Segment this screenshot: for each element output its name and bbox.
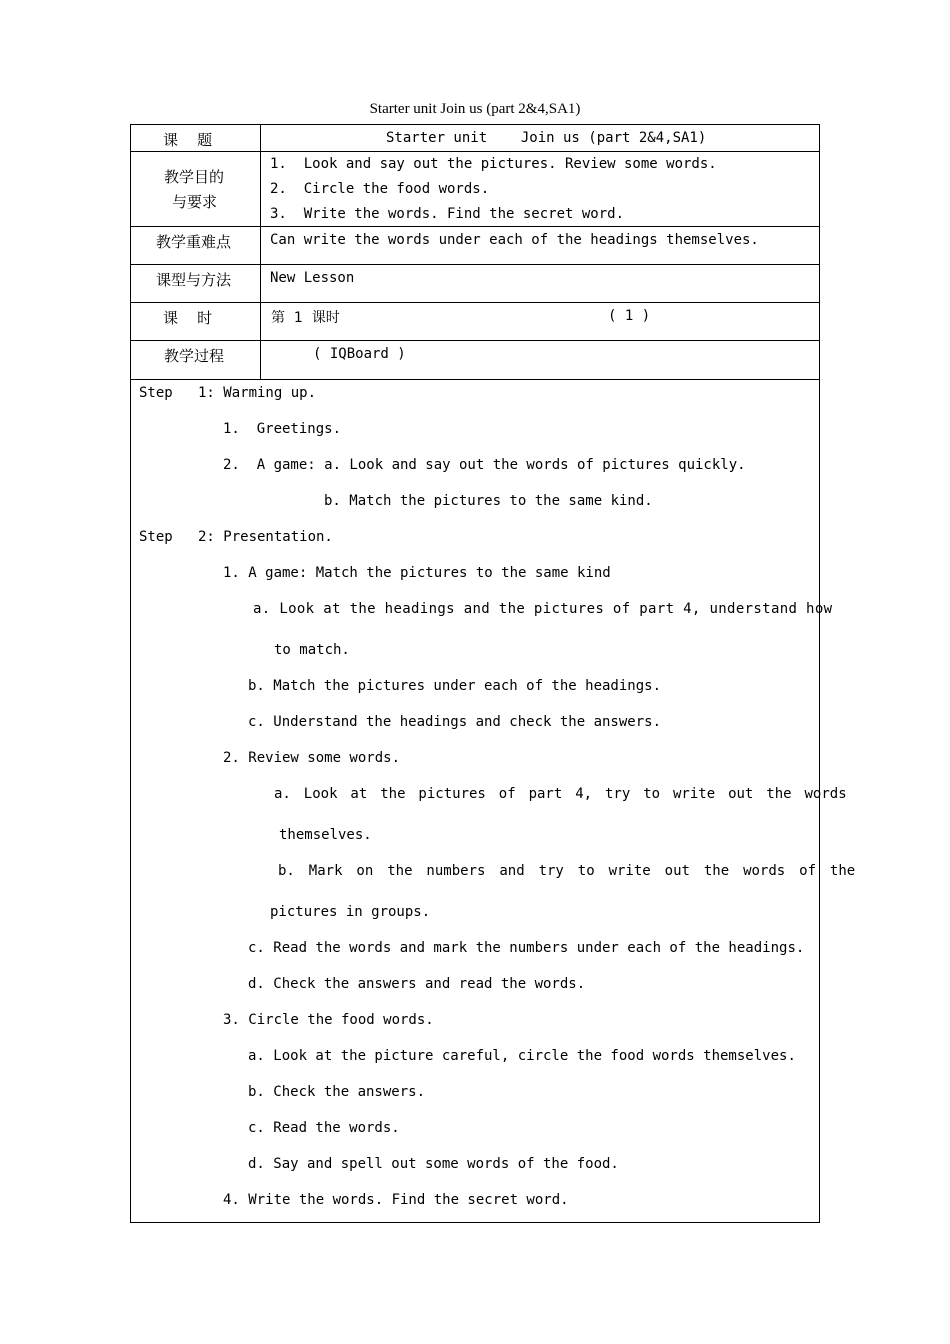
process-body <box>131 380 856 1222</box>
process-line: 2. Review some words. <box>223 750 401 766</box>
period-value: 第 1 课时 <box>271 310 340 326</box>
objectives-label-line1: 教学目的 <box>164 168 225 186</box>
process-line: to match. <box>274 642 350 658</box>
objective-item: 1. Look and say out the pictures. Review some words. <box>270 156 717 172</box>
process-line: b. Match the pictures to the same kind. <box>324 493 653 509</box>
lesson-plan-table <box>130 124 856 1223</box>
key-points-value: Can write the words under each of the headings themselves. <box>270 232 759 248</box>
process-line: 1. Greetings. <box>223 421 342 437</box>
objectives-value-cell <box>261 152 819 226</box>
period-label-cell <box>131 303 261 340</box>
lesson-type-value-cell <box>261 265 819 302</box>
process-label: 教学过程 <box>164 347 225 365</box>
process-line: b. Mark on the numbers and try to write out the words of the <box>278 863 856 879</box>
period-row <box>131 303 819 341</box>
process-line: b. Check the answers. <box>248 1084 426 1100</box>
lesson-type-label-cell <box>131 265 261 302</box>
process-line: 1. A game: Match the pictures to the same kind <box>223 565 611 581</box>
key-points-value-cell <box>261 227 819 264</box>
lesson-type-row <box>131 265 819 303</box>
objectives-label-line2: 与要求 <box>172 193 218 211</box>
topic-value: Starter unit Join us (part 2&4,SA1) <box>386 130 707 146</box>
process-line: c. Read the words. <box>248 1120 400 1136</box>
process-label-cell <box>131 341 261 379</box>
lesson-type-label: 课型与方法 <box>156 271 232 289</box>
process-line: pictures in groups. <box>270 904 431 920</box>
key-points-row <box>131 227 819 265</box>
process-line: a. Look at the headings and the pictures of part 4, understand how <box>253 601 833 617</box>
objective-item: 3. Write the words. Find the secret word. <box>270 206 625 222</box>
process-line: d. Check the answers and read the words. <box>248 976 586 992</box>
topic-label: 课 题 <box>163 131 213 149</box>
topic-row <box>131 125 819 152</box>
key-points-label: 教学重难点 <box>156 233 232 251</box>
period-value-cell <box>261 303 819 340</box>
process-line: a. Look at the pictures of part 4, try to write out the words <box>274 786 847 802</box>
process-row <box>131 341 819 380</box>
process-line: themselves. <box>279 827 372 843</box>
process-line: c. Read the words and mark the numbers under each of the headings. <box>248 940 805 956</box>
step-heading: Step 2: Presentation. <box>139 529 333 545</box>
process-line: c. Understand the headings and check the answers. <box>248 714 662 730</box>
objective-item: 2. Circle the food words. <box>270 181 490 197</box>
key-points-label-cell <box>131 227 261 264</box>
process-line: 3. Circle the food words. <box>223 1012 434 1028</box>
process-line: a. Look at the picture careful, circle the food words themselves. <box>248 1048 796 1064</box>
process-value-cell <box>261 341 819 379</box>
objectives-row <box>131 152 819 227</box>
period-label: 课 时 <box>163 309 213 327</box>
topic-label-cell <box>131 125 261 151</box>
period-count: ( 1 ) <box>608 308 651 324</box>
process-line: 4. Write the words. Find the secret word. <box>223 1192 569 1208</box>
step-heading: Step 1: Warming up. <box>139 385 317 401</box>
topic-value-cell <box>261 125 819 151</box>
process-line: b. Match the pictures under each of the headings. <box>248 678 662 694</box>
lesson-type-value: New Lesson <box>270 270 355 286</box>
process-line: d. Say and spell out some words of the food. <box>248 1156 619 1172</box>
document-title: Starter unit Join us (part 2&4,SA1) <box>369 101 581 117</box>
objectives-label-cell <box>131 152 261 226</box>
process-tool: ( IQBoard ) <box>313 346 406 362</box>
process-line: 2. A game: a. Look and say out the words of pictures quickly. <box>223 457 746 473</box>
